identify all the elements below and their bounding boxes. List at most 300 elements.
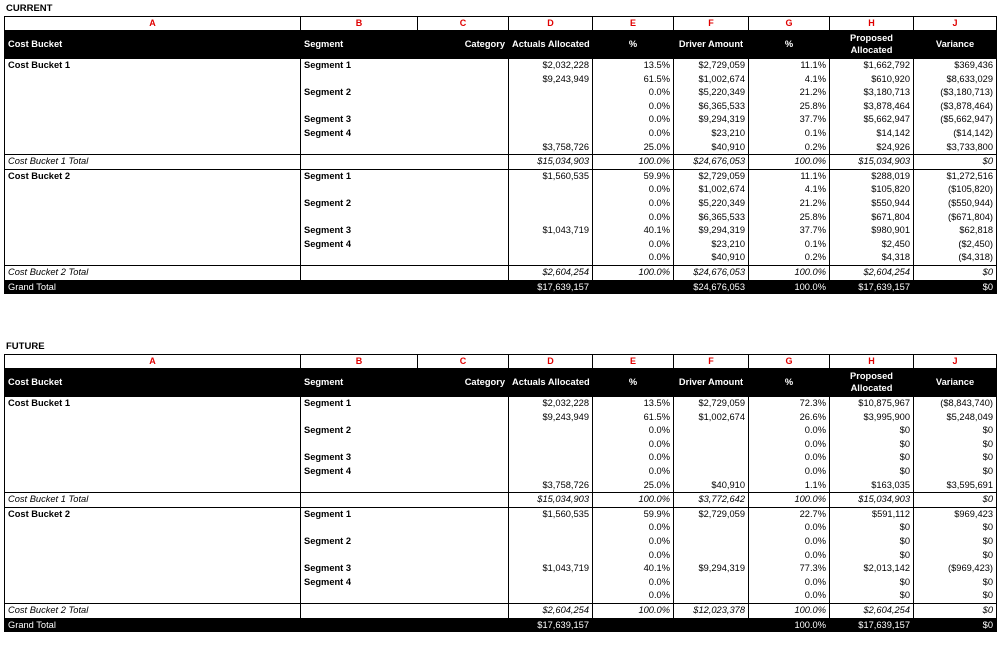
header-g[interactable]: %: [749, 368, 830, 397]
cell-h[interactable]: $3,180,713: [830, 86, 914, 100]
cell-a[interactable]: [5, 100, 301, 114]
cell-j[interactable]: $0: [914, 576, 997, 590]
cell-g[interactable]: 0.0%: [749, 424, 830, 438]
cell-j[interactable]: ($671,804): [914, 211, 997, 225]
column-letter-d[interactable]: D: [509, 17, 593, 31]
cell-h[interactable]: $0: [830, 589, 914, 603]
cell-g[interactable]: 21.2%: [749, 86, 830, 100]
cell-f[interactable]: [674, 438, 749, 452]
cell-e[interactable]: 13.5%: [593, 397, 674, 411]
cell-e[interactable]: 0.0%: [593, 127, 674, 141]
cell-d[interactable]: [509, 424, 593, 438]
cell-c[interactable]: [418, 411, 509, 425]
cell-d[interactable]: [509, 251, 593, 265]
cell-j[interactable]: ($969,423): [914, 562, 997, 576]
header-f[interactable]: Driver Amount: [674, 30, 749, 59]
cell-g[interactable]: 37.7%: [749, 113, 830, 127]
cell-f[interactable]: [674, 465, 749, 479]
cell-g[interactable]: 0.0%: [749, 451, 830, 465]
cell-f[interactable]: $40,910: [674, 479, 749, 493]
cell-g[interactable]: 0.0%: [749, 438, 830, 452]
cell-f[interactable]: $23,210: [674, 127, 749, 141]
cell-g[interactable]: 100.0%: [749, 280, 830, 294]
cell-e[interactable]: [593, 618, 674, 632]
cell-g[interactable]: 0.0%: [749, 521, 830, 535]
header-d[interactable]: Actuals Allocated: [509, 368, 593, 397]
cell-g[interactable]: 100.0%: [749, 265, 830, 280]
cell-h[interactable]: $3,878,464: [830, 100, 914, 114]
header-e[interactable]: %: [593, 368, 674, 397]
cell-h[interactable]: $17,639,157: [830, 618, 914, 632]
cell-f[interactable]: $2,729,059: [674, 59, 749, 73]
cell-a[interactable]: [5, 549, 301, 563]
cell-f[interactable]: [674, 535, 749, 549]
cell-b[interactable]: Segment 4: [301, 238, 418, 252]
cell-e[interactable]: 0.0%: [593, 238, 674, 252]
cell-c[interactable]: [418, 562, 509, 576]
cell-g[interactable]: 100.0%: [749, 603, 830, 618]
cell-g[interactable]: 4.1%: [749, 183, 830, 197]
cell-a[interactable]: [5, 465, 301, 479]
header-f[interactable]: Driver Amount: [674, 368, 749, 397]
cell-g[interactable]: 0.0%: [749, 535, 830, 549]
cell-f[interactable]: $3,772,642: [674, 493, 749, 508]
cell-j[interactable]: $369,436: [914, 59, 997, 73]
cell-d[interactable]: $1,043,719: [509, 562, 593, 576]
cell-c[interactable]: [418, 211, 509, 225]
cell-d[interactable]: $1,560,535: [509, 169, 593, 183]
cell-h[interactable]: $0: [830, 451, 914, 465]
cell-h[interactable]: $0: [830, 576, 914, 590]
cell-e[interactable]: 59.9%: [593, 169, 674, 183]
cell-c[interactable]: [418, 141, 509, 155]
column-letter-f[interactable]: F: [674, 355, 749, 369]
cell-h[interactable]: $0: [830, 465, 914, 479]
cell-c[interactable]: [418, 438, 509, 452]
cell-c[interactable]: [418, 238, 509, 252]
cell-d[interactable]: [509, 438, 593, 452]
cell-e[interactable]: 0.0%: [593, 549, 674, 563]
cell-h[interactable]: $1,662,792: [830, 59, 914, 73]
cell-d[interactable]: $2,604,254: [509, 603, 593, 618]
cell-e[interactable]: 61.5%: [593, 411, 674, 425]
column-letter-c[interactable]: C: [418, 355, 509, 369]
cell-j[interactable]: $0: [914, 438, 997, 452]
cell-j[interactable]: $0: [914, 265, 997, 280]
cell-h[interactable]: $10,875,967: [830, 397, 914, 411]
cell-h[interactable]: $2,450: [830, 238, 914, 252]
cell-c[interactable]: [418, 589, 509, 603]
cell-e[interactable]: 0.0%: [593, 521, 674, 535]
cell-b[interactable]: [301, 493, 418, 508]
cell-h[interactable]: $980,901: [830, 224, 914, 238]
cell-g[interactable]: 4.1%: [749, 73, 830, 87]
cell-j[interactable]: ($3,878,464): [914, 100, 997, 114]
cell-c[interactable]: [418, 251, 509, 265]
cell-a[interactable]: [5, 479, 301, 493]
cell-j[interactable]: $0: [914, 465, 997, 479]
column-letter-c[interactable]: C: [418, 17, 509, 31]
cell-a[interactable]: Cost Bucket 2: [5, 507, 301, 521]
cell-j[interactable]: ($105,820): [914, 183, 997, 197]
cell-d[interactable]: $3,758,726: [509, 479, 593, 493]
header-c[interactable]: Category: [418, 30, 509, 59]
cell-f[interactable]: $2,729,059: [674, 507, 749, 521]
cell-g[interactable]: 22.7%: [749, 507, 830, 521]
cell-a[interactable]: [5, 86, 301, 100]
cell-e[interactable]: 0.0%: [593, 438, 674, 452]
cell-d[interactable]: [509, 238, 593, 252]
cell-d[interactable]: [509, 100, 593, 114]
cell-j[interactable]: $0: [914, 535, 997, 549]
cell-a[interactable]: Cost Bucket 2 Total: [5, 603, 301, 618]
cell-f[interactable]: $40,910: [674, 141, 749, 155]
cell-e[interactable]: 0.0%: [593, 113, 674, 127]
cell-g[interactable]: 100.0%: [749, 618, 830, 632]
cell-e[interactable]: 0.0%: [593, 589, 674, 603]
cell-c[interactable]: [418, 127, 509, 141]
cell-a[interactable]: [5, 73, 301, 87]
cell-f[interactable]: $6,365,533: [674, 211, 749, 225]
cell-b[interactable]: Segment 4: [301, 127, 418, 141]
cell-a[interactable]: [5, 113, 301, 127]
cell-j[interactable]: $3,595,691: [914, 479, 997, 493]
cell-b[interactable]: [301, 603, 418, 618]
cell-g[interactable]: 100.0%: [749, 493, 830, 508]
cell-a[interactable]: [5, 211, 301, 225]
cell-j[interactable]: ($14,142): [914, 127, 997, 141]
cell-j[interactable]: ($3,180,713): [914, 86, 997, 100]
cell-h[interactable]: $105,820: [830, 183, 914, 197]
cell-a[interactable]: [5, 424, 301, 438]
cell-a[interactable]: [5, 521, 301, 535]
cell-a[interactable]: [5, 451, 301, 465]
cell-a[interactable]: Cost Bucket 1 Total: [5, 155, 301, 170]
cell-c[interactable]: [418, 507, 509, 521]
cell-j[interactable]: $0: [914, 549, 997, 563]
cell-b[interactable]: [301, 589, 418, 603]
cell-f[interactable]: [674, 549, 749, 563]
cell-a[interactable]: [5, 576, 301, 590]
cell-h[interactable]: $15,034,903: [830, 493, 914, 508]
cell-j[interactable]: $0: [914, 589, 997, 603]
cell-a[interactable]: [5, 411, 301, 425]
cell-g[interactable]: 25.8%: [749, 211, 830, 225]
cell-h[interactable]: $2,604,254: [830, 265, 914, 280]
column-letter-e[interactable]: E: [593, 355, 674, 369]
cell-a[interactable]: [5, 535, 301, 549]
cell-d[interactable]: [509, 589, 593, 603]
cell-d[interactable]: $17,639,157: [509, 618, 593, 632]
cell-c[interactable]: [418, 197, 509, 211]
cell-g[interactable]: 100.0%: [749, 155, 830, 170]
cell-f[interactable]: [674, 618, 749, 632]
cell-e[interactable]: 100.0%: [593, 493, 674, 508]
cell-j[interactable]: ($550,944): [914, 197, 997, 211]
cell-c[interactable]: [418, 576, 509, 590]
cell-a[interactable]: [5, 141, 301, 155]
cell-j[interactable]: $0: [914, 451, 997, 465]
cell-h[interactable]: $0: [830, 549, 914, 563]
header-b[interactable]: Segment: [301, 368, 418, 397]
cell-h[interactable]: $0: [830, 424, 914, 438]
cell-h[interactable]: $550,944: [830, 197, 914, 211]
cell-j[interactable]: $8,633,029: [914, 73, 997, 87]
cell-d[interactable]: [509, 521, 593, 535]
cell-c[interactable]: [418, 73, 509, 87]
cell-f[interactable]: $24,676,053: [674, 155, 749, 170]
cell-g[interactable]: 77.3%: [749, 562, 830, 576]
cell-a[interactable]: Cost Bucket 1 Total: [5, 493, 301, 508]
cell-e[interactable]: 100.0%: [593, 155, 674, 170]
column-letter-e[interactable]: E: [593, 17, 674, 31]
cell-c[interactable]: [418, 183, 509, 197]
header-a[interactable]: Cost Bucket: [5, 30, 301, 59]
cell-d[interactable]: $9,243,949: [509, 411, 593, 425]
cell-j[interactable]: ($5,662,947): [914, 113, 997, 127]
cell-c[interactable]: [418, 479, 509, 493]
cell-a[interactable]: Cost Bucket 1: [5, 59, 301, 73]
cell-c[interactable]: [418, 618, 509, 632]
cell-d[interactable]: $2,032,228: [509, 397, 593, 411]
header-h[interactable]: Proposed Allocated: [830, 30, 914, 59]
cell-f[interactable]: [674, 576, 749, 590]
cell-h[interactable]: $2,013,142: [830, 562, 914, 576]
cell-j[interactable]: $0: [914, 280, 997, 294]
cell-d[interactable]: [509, 197, 593, 211]
cell-c[interactable]: [418, 549, 509, 563]
header-b[interactable]: Segment: [301, 30, 418, 59]
cell-b[interactable]: [301, 265, 418, 280]
cell-b[interactable]: [301, 521, 418, 535]
cell-h[interactable]: $15,034,903: [830, 155, 914, 170]
cell-d[interactable]: [509, 211, 593, 225]
cell-c[interactable]: [418, 397, 509, 411]
cell-g[interactable]: 11.1%: [749, 169, 830, 183]
cell-e[interactable]: 25.0%: [593, 479, 674, 493]
cell-g[interactable]: 21.2%: [749, 197, 830, 211]
cell-f[interactable]: [674, 451, 749, 465]
cell-f[interactable]: $9,294,319: [674, 562, 749, 576]
header-d[interactable]: Actuals Allocated: [509, 30, 593, 59]
cell-d[interactable]: $17,639,157: [509, 280, 593, 294]
cell-b[interactable]: Segment 3: [301, 451, 418, 465]
cell-a[interactable]: Cost Bucket 2 Total: [5, 265, 301, 280]
cell-j[interactable]: $0: [914, 424, 997, 438]
column-letter-a[interactable]: A: [5, 17, 301, 31]
cell-g[interactable]: 1.1%: [749, 479, 830, 493]
cell-c[interactable]: [418, 169, 509, 183]
cell-j[interactable]: $0: [914, 155, 997, 170]
cell-b[interactable]: [301, 280, 418, 294]
cell-f[interactable]: $6,365,533: [674, 100, 749, 114]
cell-f[interactable]: $1,002,674: [674, 411, 749, 425]
column-letter-d[interactable]: D: [509, 355, 593, 369]
cell-e[interactable]: 40.1%: [593, 562, 674, 576]
cell-j[interactable]: $62,818: [914, 224, 997, 238]
cell-h[interactable]: $671,804: [830, 211, 914, 225]
cell-b[interactable]: Segment 4: [301, 465, 418, 479]
cell-b[interactable]: [301, 549, 418, 563]
cell-d[interactable]: $15,034,903: [509, 493, 593, 508]
cell-h[interactable]: $0: [830, 521, 914, 535]
cell-f[interactable]: $24,676,053: [674, 265, 749, 280]
cell-f[interactable]: $1,002,674: [674, 73, 749, 87]
cell-h[interactable]: $4,318: [830, 251, 914, 265]
cell-j[interactable]: $0: [914, 618, 997, 632]
cell-g[interactable]: 0.1%: [749, 238, 830, 252]
column-letter-h[interactable]: H: [830, 355, 914, 369]
cell-b[interactable]: [301, 411, 418, 425]
cell-a[interactable]: Cost Bucket 1: [5, 397, 301, 411]
cell-h[interactable]: $5,662,947: [830, 113, 914, 127]
cell-b[interactable]: [301, 618, 418, 632]
cell-b[interactable]: Segment 3: [301, 562, 418, 576]
cell-a[interactable]: [5, 589, 301, 603]
cell-b[interactable]: Segment 1: [301, 59, 418, 73]
cell-a[interactable]: [5, 183, 301, 197]
cell-f[interactable]: $24,676,053: [674, 280, 749, 294]
cell-e[interactable]: 0.0%: [593, 100, 674, 114]
cell-f[interactable]: $5,220,349: [674, 86, 749, 100]
cell-d[interactable]: [509, 576, 593, 590]
cell-g[interactable]: 25.8%: [749, 100, 830, 114]
header-e[interactable]: %: [593, 30, 674, 59]
cell-j[interactable]: $0: [914, 521, 997, 535]
cell-e[interactable]: 13.5%: [593, 59, 674, 73]
cell-e[interactable]: 0.0%: [593, 465, 674, 479]
cell-d[interactable]: $3,758,726: [509, 141, 593, 155]
cell-e[interactable]: 0.0%: [593, 211, 674, 225]
cell-d[interactable]: [509, 451, 593, 465]
cell-g[interactable]: 0.2%: [749, 141, 830, 155]
cell-d[interactable]: [509, 86, 593, 100]
column-letter-h[interactable]: H: [830, 17, 914, 31]
cell-e[interactable]: 0.0%: [593, 251, 674, 265]
cell-c[interactable]: [418, 100, 509, 114]
cell-e[interactable]: 0.0%: [593, 197, 674, 211]
header-g[interactable]: %: [749, 30, 830, 59]
cell-c[interactable]: [418, 155, 509, 170]
cell-j[interactable]: ($8,843,740): [914, 397, 997, 411]
cell-h[interactable]: $0: [830, 535, 914, 549]
cell-h[interactable]: $2,604,254: [830, 603, 914, 618]
cell-c[interactable]: [418, 535, 509, 549]
cell-f[interactable]: [674, 521, 749, 535]
cell-j[interactable]: $0: [914, 493, 997, 508]
cell-b[interactable]: [301, 155, 418, 170]
cell-a[interactable]: [5, 197, 301, 211]
cell-d[interactable]: [509, 113, 593, 127]
cell-b[interactable]: Segment 3: [301, 113, 418, 127]
cell-e[interactable]: 0.0%: [593, 424, 674, 438]
header-h[interactable]: Proposed Allocated: [830, 368, 914, 397]
cell-f[interactable]: $1,002,674: [674, 183, 749, 197]
cell-f[interactable]: $23,210: [674, 238, 749, 252]
cell-d[interactable]: $2,032,228: [509, 59, 593, 73]
cell-f[interactable]: [674, 589, 749, 603]
cell-c[interactable]: [418, 424, 509, 438]
cell-f[interactable]: $12,023,378: [674, 603, 749, 618]
cell-b[interactable]: [301, 73, 418, 87]
cell-a[interactable]: [5, 562, 301, 576]
cell-a[interactable]: [5, 251, 301, 265]
cell-h[interactable]: $14,142: [830, 127, 914, 141]
cell-d[interactable]: [509, 535, 593, 549]
cell-a[interactable]: [5, 127, 301, 141]
cell-f[interactable]: [674, 424, 749, 438]
cell-e[interactable]: 0.0%: [593, 535, 674, 549]
cell-a[interactable]: Cost Bucket 2: [5, 169, 301, 183]
cell-c[interactable]: [418, 280, 509, 294]
cell-c[interactable]: [418, 265, 509, 280]
cell-a[interactable]: Grand Total: [5, 280, 301, 294]
cell-e[interactable]: 100.0%: [593, 265, 674, 280]
cell-j[interactable]: ($2,450): [914, 238, 997, 252]
column-letter-f[interactable]: F: [674, 17, 749, 31]
cell-b[interactable]: [301, 100, 418, 114]
cell-h[interactable]: $591,112: [830, 507, 914, 521]
cell-e[interactable]: 0.0%: [593, 451, 674, 465]
cell-j[interactable]: ($4,318): [914, 251, 997, 265]
cell-c[interactable]: [418, 451, 509, 465]
cell-h[interactable]: $3,995,900: [830, 411, 914, 425]
cell-b[interactable]: Segment 1: [301, 397, 418, 411]
cell-g[interactable]: 26.6%: [749, 411, 830, 425]
cell-c[interactable]: [418, 465, 509, 479]
cell-c[interactable]: [418, 493, 509, 508]
cell-h[interactable]: $163,035: [830, 479, 914, 493]
cell-g[interactable]: 0.0%: [749, 549, 830, 563]
column-letter-a[interactable]: A: [5, 355, 301, 369]
cell-d[interactable]: $1,043,719: [509, 224, 593, 238]
cell-a[interactable]: [5, 438, 301, 452]
header-a[interactable]: Cost Bucket: [5, 368, 301, 397]
cell-f[interactable]: $40,910: [674, 251, 749, 265]
cell-d[interactable]: [509, 127, 593, 141]
cell-h[interactable]: $24,926: [830, 141, 914, 155]
cell-e[interactable]: 25.0%: [593, 141, 674, 155]
column-letter-j[interactable]: J: [914, 17, 997, 31]
cell-b[interactable]: Segment 1: [301, 169, 418, 183]
cell-c[interactable]: [418, 603, 509, 618]
cell-g[interactable]: 0.2%: [749, 251, 830, 265]
cell-h[interactable]: $610,920: [830, 73, 914, 87]
cell-e[interactable]: 100.0%: [593, 603, 674, 618]
cell-b[interactable]: [301, 183, 418, 197]
cell-f[interactable]: $2,729,059: [674, 397, 749, 411]
cell-d[interactable]: [509, 549, 593, 563]
header-c[interactable]: Category: [418, 368, 509, 397]
cell-b[interactable]: Segment 4: [301, 576, 418, 590]
cell-b[interactable]: [301, 141, 418, 155]
cell-b[interactable]: [301, 211, 418, 225]
cell-h[interactable]: $288,019: [830, 169, 914, 183]
cell-d[interactable]: [509, 465, 593, 479]
cell-d[interactable]: $15,034,903: [509, 155, 593, 170]
cell-c[interactable]: [418, 59, 509, 73]
cell-c[interactable]: [418, 113, 509, 127]
cell-b[interactable]: Segment 2: [301, 424, 418, 438]
cell-b[interactable]: Segment 2: [301, 197, 418, 211]
cell-g[interactable]: 0.0%: [749, 589, 830, 603]
column-letter-j[interactable]: J: [914, 355, 997, 369]
cell-f[interactable]: $5,220,349: [674, 197, 749, 211]
cell-f[interactable]: $2,729,059: [674, 169, 749, 183]
cell-g[interactable]: 37.7%: [749, 224, 830, 238]
cell-b[interactable]: Segment 2: [301, 535, 418, 549]
cell-e[interactable]: 0.0%: [593, 86, 674, 100]
